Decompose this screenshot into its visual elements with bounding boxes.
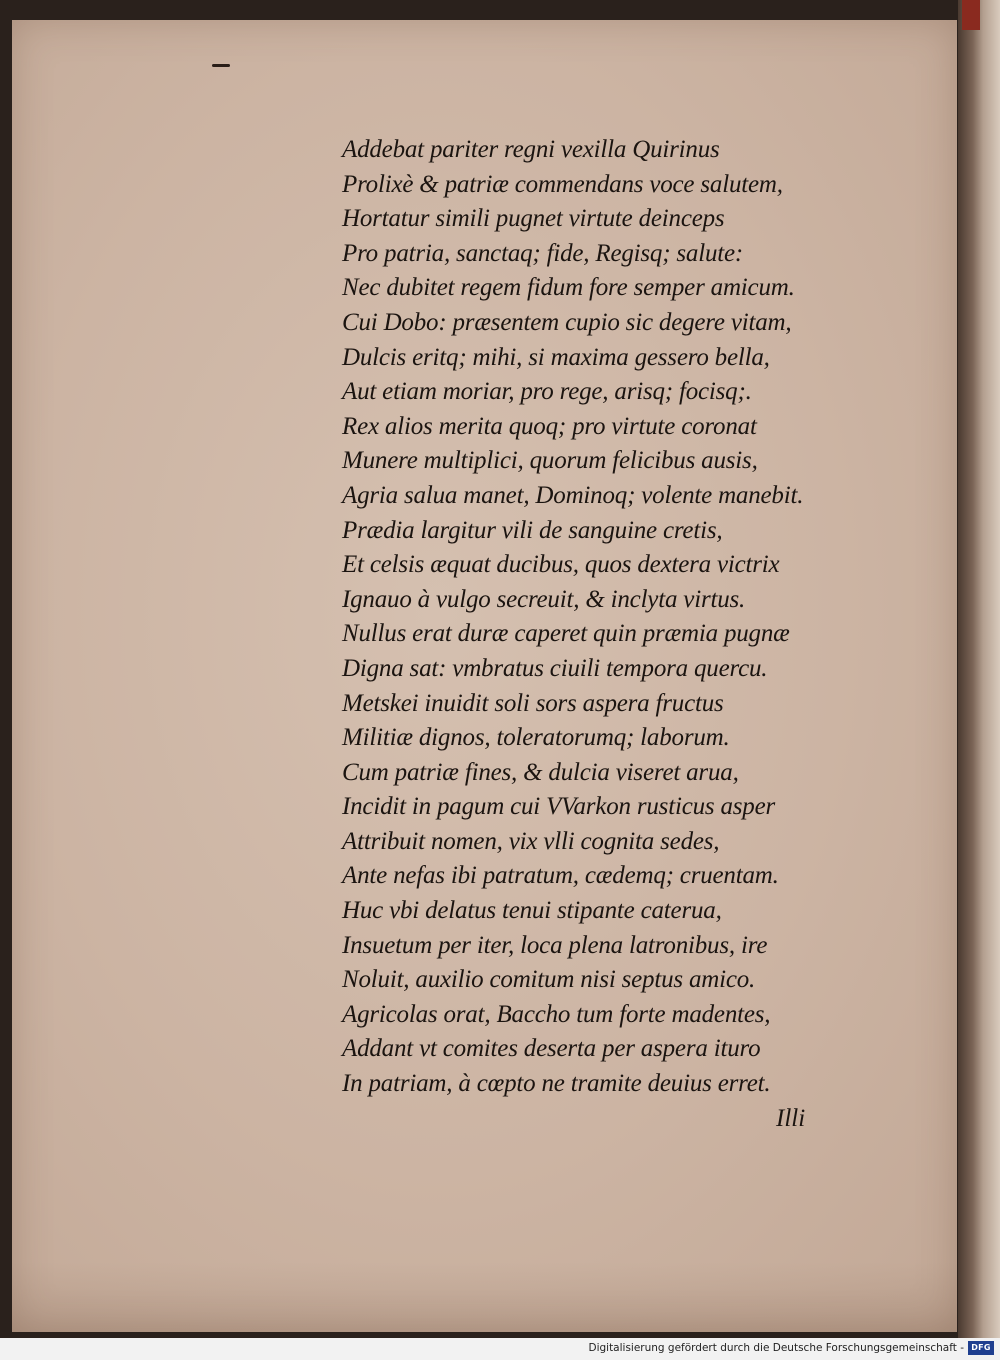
verse-line: Militiæ dignos, toleratorumq; laborum. (342, 724, 730, 752)
verse-line: Aut etiam moriar, pro rege, arisq; focisq;. (342, 378, 752, 406)
verse-line: Nec dubitet regem fidum fore semper amicum. (342, 274, 795, 302)
verse-line: Munere multiplici, quorum felicibus ausis, (342, 447, 758, 475)
verse-line: Prolixè & patriæ commendans voce salutem, (342, 170, 783, 198)
verse-line: Agricolas orat, Baccho tum forte madentes, (342, 1000, 771, 1028)
verse-line: Nullus erat duræ caperet quin præmia pugnæ (342, 620, 790, 648)
verse-line: Digna sat: vmbratus ciuili tempora quercu. (342, 654, 768, 682)
book-edge (958, 0, 1000, 1338)
verse-line: Huc vbi delatus tenui stipante caterua, (342, 897, 722, 925)
verse-line: Metskei inuidit soli sors aspera fructus (342, 689, 724, 717)
verse-line: Cum patriæ fines, & dulcia viseret arua, (342, 758, 739, 786)
verse-line: Cui Dobo: præsentem cupio sic degere vitam, (342, 308, 792, 336)
verse-line: Insuetum per iter, loca plena latronibus, ire (342, 931, 768, 959)
page-mark (212, 64, 230, 67)
verse-line: Hortatur simili pugnet virtute deinceps (342, 205, 725, 233)
verse-line: Addebat pariter regni vexilla Quirinus (342, 136, 720, 163)
footer-credit: Digitalisierung gefördert durch die Deutsche Forschungsgemeinschaft - (588, 1342, 964, 1354)
verse-line: Ignauo à vulgo secreuit, & inclyta virtus. (342, 585, 746, 613)
verse-line: Rex alios merita quoq; pro virtute coronat (342, 412, 757, 440)
book-spine-mark (962, 0, 980, 30)
verse-line: Attribuit nomen, vix vlli cognita sedes, (342, 827, 720, 855)
verse-text-block (342, 133, 862, 1102)
catchword: Illi (776, 1105, 806, 1132)
verse-line: Ante nefas ibi patratum, cædemq; cruentam. (342, 862, 779, 890)
verse-line: Pro patria, sanctaq; fide, Regisq; salute: (342, 239, 744, 267)
verse-line: Agria salua manet, Dominoq; volente manebit. (342, 481, 804, 509)
verse-line: Incidit in pagum cui VVarkon rusticus asper (342, 793, 776, 821)
verse-line: Dulcis eritq; mihi, si maxima gessero bella, (342, 343, 770, 371)
verse-line: Et celsis æquat ducibus, quos dextera victrix (342, 551, 780, 579)
verse-line: Addant vt comites deserta per aspera ituro (342, 1035, 761, 1063)
verse-line: Noluit, auxilio comitum nisi septus amico. (342, 966, 756, 994)
dfg-logo: DFG (968, 1341, 994, 1355)
verse-line: In patriam, à cœpto ne tramite deuius erret. (342, 1070, 771, 1098)
verse-line: Prædia largitur vili de sanguine cretis, (342, 516, 723, 544)
